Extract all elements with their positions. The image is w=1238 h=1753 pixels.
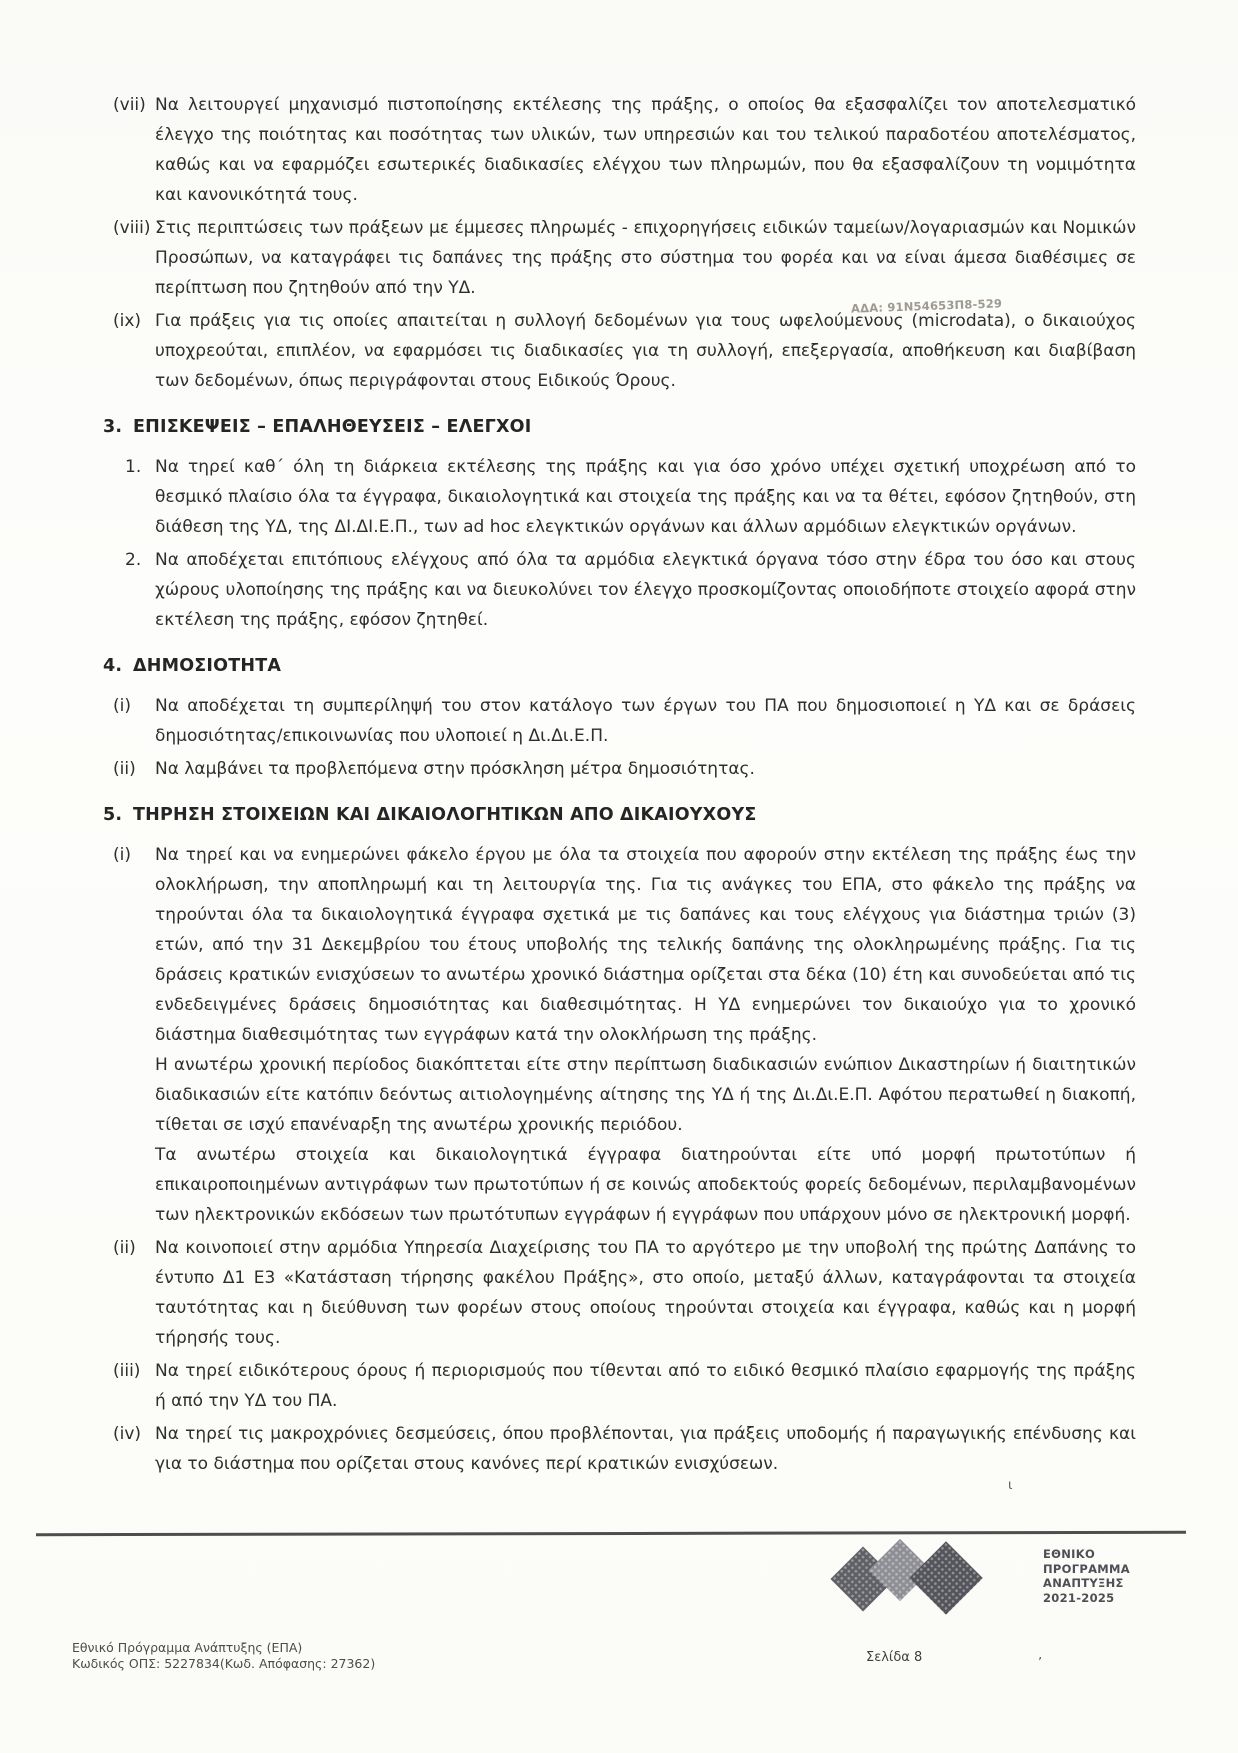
list-item-text: Να τηρεί ειδικότερους όρους ή περιορισμούς που τίθενται από το ειδικό θεσμικό πλαίσιο εφαρμογής της πράξης ή από την ΥΔ του ΠΑ.	[155, 1361, 1136, 1411]
logo-text-line: ΕΘΝΙΚΟ	[1043, 1547, 1096, 1561]
list-item	[103, 840, 1136, 1230]
footer-program-code: Κωδικός ΟΠΣ: 5227834(Κωδ. Απόφασης: 27362)	[72, 1656, 376, 1671]
footer-program-info	[72, 1640, 375, 1672]
list-marker: (i)	[113, 696, 131, 716]
section-number: 3.	[103, 417, 123, 437]
list-item	[103, 754, 1136, 784]
list-item	[103, 691, 1136, 751]
list-item-text: Να αποδέχεται επιτόπιους ελέγχους από όλα τα αρμόδια ελεγκτικά όργανα τόσο στην έδρα του όσο και στους χώρους υλοποίησης της πράξης και να διευκολύνει τον έλεγχο προσκομίζοντας οποιοδήποτε στοιχείο αφορά στην εκτέλεση της πράξης, εφόσον ζητηθεί.	[155, 550, 1136, 630]
section-heading-visits	[103, 412, 1136, 442]
list-marker: (iii)	[113, 1361, 141, 1381]
list-marker: (ii)	[113, 1238, 136, 1258]
list-item	[103, 296, 1136, 396]
logo-text-line: ΑΝΑΠΤΥΞΗΣ	[1043, 1576, 1124, 1590]
document-content	[103, 90, 1136, 1482]
epa-logo-text	[1043, 1547, 1130, 1605]
list-item	[103, 1356, 1136, 1416]
list-item-text: Να τηρεί τις μακροχρόνιες δεσμεύσεις, όπου προβλέπονται, για πράξεις υποδομής ή παραγωγικής επένδυσης και για το διάστημα που ορίζεται στους κανόνες περί κρατικών ενισχύσεων.	[155, 1424, 1136, 1474]
logo-text-line: ΠΡΟΓΡΑΜΜΑ	[1043, 1561, 1130, 1576]
list-marker: (vii)	[113, 95, 146, 115]
section-heading-records	[103, 800, 1136, 830]
list-item	[103, 90, 1136, 210]
list-item-text: Να τηρεί καθ΄ όλη τη διάρκεια εκτέλεσης της πράξης και για όσο χρόνο υπέχει σχετική υποχρέωση από το θεσμικό πλαίσιο όλα τα έγγραφα, δικαιολογητικά και στοιχεία της πράξης και να τα θέτει, εφόσον ζητηθούν, στη διάθεση της ΥΔ, της ΔΙ.ΔΙ.Ε.Π., των ad hoc ελεγκτικών οργάνων και άλλων αρμόδιων ελεγκτικών οργάνων.	[155, 457, 1136, 537]
footer-divider	[36, 1531, 1186, 1536]
page-number: Σελίδα 8	[866, 1650, 923, 1665]
list-marker: 1.	[125, 457, 142, 477]
list-item	[103, 452, 1136, 542]
paragraph: Τα ανωτέρω στοιχεία και δικαιολογητικά έγγραφα διατηρούνται είτε υπό μορφή πρωτοτύπων ή επικαιροποιημένων αντιγράφων των πρωτοτύπων ή σε κοινώς αποδεκτούς φορείς δεδομένων, περιλαμβανομένων των ηλεκτρονικών εκδόσεων των πρωτότυπων εγγράφων ή εγγράφων που υπάρχουν μόνο σε ηλεκτρονική μορφή.	[155, 1145, 1136, 1225]
epa-logo	[832, 1540, 1032, 1625]
list-item-text: Να κοινοποιεί στην αρμόδια Υπηρεσία Διαχείρισης του ΠΑ το αργότερο με την υποβολή της πρώτης Δαπάνης το έντυπο Δ1 Ε3 «Κατάσταση τήρησης φακέλου Πράξης», στο οποίο, μεταξύ άλλων, καταγράφονται τα στοιχεία ταυτότητας και η διεύθυνση των φορέων στους οποίους τηρούνται στοιχεία και έγγραφα, καθώς και η μορφή τήρησής τους.	[155, 1238, 1136, 1348]
list-marker: (i)	[113, 845, 131, 865]
section-title: ΤΗΡΗΣΗ ΣΤΟΙΧΕΙΩΝ ΚΑΙ ΔΙΚΑΙΟΛΟΓΗΤΙΚΩΝ ΑΠΟ ΔΙΚΑΙΟΥΧΟΥΣ	[133, 805, 757, 825]
section-number: 4.	[103, 656, 123, 676]
list-item-text: Να αποδέχεται τη συμπερίληψή του στον κατάλογο των έργων του ΠΑ που δημοσιοποιεί η ΥΔ και σε δράσεις δημοσιότητας/επικοινωνίας που υλοποιεί η Δι.Δι.Ε.Π.	[155, 696, 1136, 746]
logo-text-line: 2021-2025	[1043, 1590, 1115, 1605]
list-marker: (iv)	[113, 1424, 142, 1444]
footer-program-name: Εθνικό Πρόγραμμα Ανάπτυξης (ΕΠΑ)	[72, 1640, 303, 1655]
ada-watermark: ΑΔΑ: 91Ν54653Π8-529	[850, 296, 1003, 316]
paragraph: Να τηρεί και να ενημερώνει φάκελο έργου με όλα τα στοιχεία που αφορούν στην εκτέλεση της πράξης έως την ολοκλήρωση, την αποπληρωμή και τη λειτουργία της. Για τις ανάγκες του ΕΠΑ, στο φάκελο της πράξης να τηρούνται όλα τα δικαιολογητικά έγγραφα σχετικά με τις δαπάνες και τους ελέγχους για διάστημα τριών (3) ετών, από την 31 Δεκεμβρίου του έτους υποβολής της τελικής δαπάνης της ολοκληρωμένης πράξης. Για τις δράσεις κρατικών ενισχύσεων το ανωτέρω χρονικό διάστημα ορίζεται στα δέκα (10) έτη και συνοδεύεται από τις ενδεδειγμένες δράσεις δημοσιότητας και διαθεσιμότητας. Η ΥΔ ενημερώνει τον δικαιούχο για το χρονικό διάστημα διαθεσιμότητας των εγγράφων κατά την ολοκλήρωση της πράξης.	[155, 845, 1136, 1045]
scan-artifact: ι	[1008, 1478, 1013, 1493]
list-marker: (viii)	[113, 218, 151, 238]
section-title: ΔΗΜΟΣΙΟΤΗΤΑ	[133, 656, 282, 676]
scan-artifact: ’	[1038, 1656, 1043, 1671]
list-item-text: Για πράξεις για τις οποίες απαιτείται η συλλογή δεδομένων για τους ωφελούμενους (microdata), ο δικαιούχος υποχρεούται, επιπλέον, να εφαρμόσει τις διαδικασίες για τη συλλογή, επεξεργασία, αποθήκευση και διαβίβαση των δεδομένων, όπως περιγράφονται στους Ειδικούς Όρους.	[155, 311, 1136, 391]
list-marker: (ii)	[113, 759, 136, 779]
section-number: 5.	[103, 805, 123, 825]
list-item-text: Στις περιπτώσεις των πράξεων με έμμεσες πληρωμές - επιχορηγήσεις ειδικών ταμείων/λογαριασμών και Νομικών Προσώπων, να καταγράφει τις δαπάνες της πράξης στο σύστημα του φορέα και να είναι άμεσα διαθέσιμες σε περίπτωση που ζητηθούν από την ΥΔ.	[155, 218, 1136, 298]
list-item	[103, 545, 1136, 635]
list-item-text: Να λαμβάνει τα προβλεπόμενα στην πρόσκληση μέτρα δημοσιότητας.	[155, 759, 755, 779]
section-title: ΕΠΙΣΚΕΨΕΙΣ – ΕΠΑΛΗΘΕΥΣΕΙΣ – ΕΛΕΓΧΟΙ	[133, 417, 532, 437]
list-item	[103, 1419, 1136, 1479]
logo-diamond-icon	[909, 1541, 983, 1615]
list-marker: (ix)	[113, 311, 142, 331]
section-heading-publicity	[103, 651, 1136, 681]
list-marker: 2.	[125, 550, 142, 570]
list-item	[103, 1233, 1136, 1353]
list-item-text: Να λειτουργεί μηχανισμό πιστοποίησης εκτέλεσης της πράξης, ο οποίος θα εξασφαλίζει τον αποτελεσματικό έλεγχο της ποιότητας και ποσότητας των υλικών, των υπηρεσιών και του τελικού παραδοτέου αποτελέσματος, καθώς και να εφαρμόζει εσωτερικές διαδικασίες ελέγχου των πληρωμών, που θα εξασφαλίζουν τη νομιμότητα και κανονικότητά τους.	[155, 95, 1136, 205]
paragraph: Η ανωτέρω χρονική περίοδος διακόπτεται είτε στην περίπτωση διαδικασιών ενώπιον Δικαστηρίων ή διαιτητικών διαδικασιών είτε κατόπιν δεόντως αιτιολογημένης αίτησης της ΥΔ ή της Δι.Δι.Ε.Π. Αφότου περατωθεί η διακοπή, τίθεται σε ισχύ επανέναρξη της ανωτέρω χρονικής περιόδου.	[155, 1055, 1136, 1135]
list-item-text-group	[155, 840, 1136, 1230]
